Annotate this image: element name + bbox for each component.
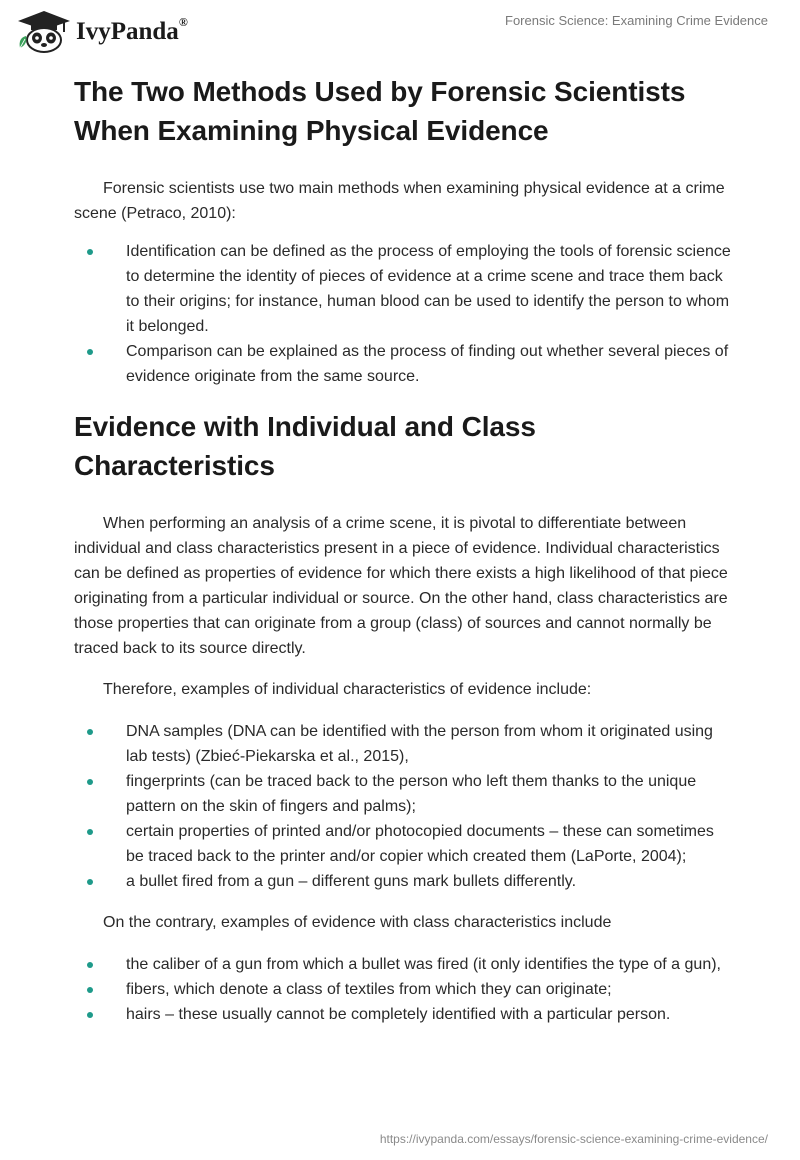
source-url-link[interactable]: https://ivypanda.com/essays/forensic-science-examining-crime-evidence/ — [379, 1132, 768, 1146]
characteristics-paragraph: When performing an analysis of a crime scene, it is pivotal to differentiate between individual and class characteristics present in a piece of evidence. Individual characteristics can be defined as properties of evidence for which there exists a high likelihood of that piece originating from a particular individual or source. On the other hand, class characteristics are those properties that can originate from a group (class) of sources and cannot normally be traced back to its source directly. — [74, 515, 728, 657]
bullet-icon — [87, 779, 93, 785]
article-content — [74, 72, 734, 1027]
bullet-icon — [87, 829, 93, 835]
document-title: Forensic Science: Examining Crime Evidence — [505, 13, 768, 28]
bullet-icon — [87, 249, 93, 255]
panda-graduate-icon — [14, 8, 72, 54]
list-item: DNA samples (DNA can be identified with the person from whom it originated using lab tests) (Zbieć-Piekarska et al., 2015), — [74, 719, 734, 769]
methods-list — [74, 239, 734, 389]
page-header — [0, 0, 800, 60]
methods-intro: Forensic scientists use two main methods when examining physical evidence at a crime scene (Petraco, 2010): — [74, 180, 725, 222]
list-item: the caliber of a gun from which a bullet was fired (it only identifies the type of a gun), — [74, 952, 734, 977]
section-heading-characteristics: Evidence with Individual and Class Characteristics — [74, 411, 536, 481]
list-item: a bullet fired from a gun – different guns mark bullets differently. — [74, 869, 734, 894]
individual-list — [74, 719, 734, 894]
list-item: Identification can be defined as the process of employing the tools of forensic science to determine the identity of pieces of evidence at a crime scene and trace them back to their origins; for instance, human blood can be used to identify the person to whom it belonged. — [74, 239, 734, 339]
list-item: fingerprints (can be traced back to the person who left them thanks to the unique pattern on the skin of fingers and palms); — [74, 769, 734, 819]
bullet-icon — [87, 962, 93, 968]
list-item: Comparison can be explained as the process of finding out whether several pieces of evidence originate from the same source. — [74, 339, 734, 389]
list-item: certain properties of printed and/or photocopied documents – these can sometimes be traced back to the printer and/or copier which created them (LaPorte, 2004); — [74, 819, 734, 869]
bullet-icon — [87, 987, 93, 993]
list-item: hairs – these usually cannot be completely identified with a particular person. — [74, 1002, 734, 1027]
section-heading-methods: The Two Methods Used by Forensic Scientists When Examining Physical Evidence — [74, 76, 686, 146]
bullet-icon — [87, 1012, 93, 1018]
bullet-icon — [87, 349, 93, 355]
class-list — [74, 952, 734, 1027]
brand-name: IvyPanda® — [76, 14, 188, 45]
ivypanda-logo[interactable] — [14, 8, 188, 54]
list-item: fibers, which denote a class of textiles from which they can originate; — [74, 977, 734, 1002]
bullet-icon — [87, 879, 93, 885]
class-intro: On the contrary, examples of evidence with class characteristics include — [103, 914, 612, 931]
individual-intro: Therefore, examples of individual characteristics of evidence include: — [103, 681, 592, 698]
bullet-icon — [87, 729, 93, 735]
